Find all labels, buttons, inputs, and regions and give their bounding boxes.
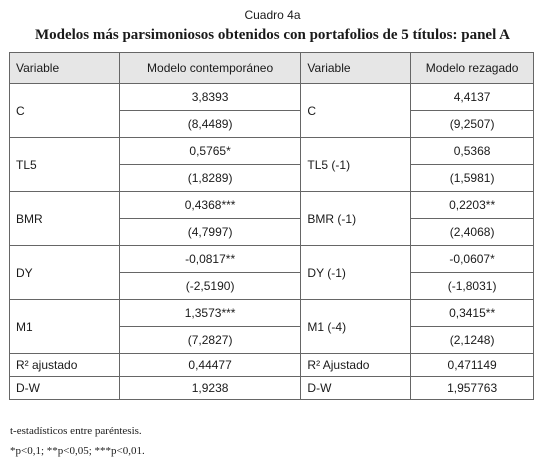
variable-cell: M1 — [10, 300, 120, 354]
table-title: Modelos más parsimoniosos obtenidos con portafolios de 5 títulos: panel A — [34, 27, 511, 43]
variable-cell: BMR (-1) — [301, 192, 411, 246]
table-row — [10, 192, 534, 219]
footnote-t-statistics: t-estadísticos entre paréntesis. — [10, 425, 142, 437]
t-statistic-cell: (2,1248) — [411, 327, 534, 354]
header-variable-2: Variable — [301, 53, 411, 84]
variable-cell: M1 (-4) — [301, 300, 411, 354]
table-row — [10, 246, 534, 273]
coefficient-cell: 0,5368 — [411, 138, 534, 165]
summary-value: 1,957763 — [411, 377, 534, 400]
coefficient-cell: 1,3573*** — [119, 300, 301, 327]
t-statistic-cell: (-1,8031) — [411, 273, 534, 300]
coefficient-cell: 0,5765* — [119, 138, 301, 165]
summary-value: 0,471149 — [411, 354, 534, 377]
t-statistic-cell: (-2,5190) — [119, 273, 301, 300]
variable-cell: C — [10, 84, 120, 138]
summary-label: R² ajustado — [10, 354, 120, 377]
summary-value: 1,9238 — [119, 377, 301, 400]
header-variable-1: Variable — [10, 53, 120, 84]
summary-label: D-W — [301, 377, 411, 400]
summary-label: D-W — [10, 377, 120, 400]
coefficient-cell: 0,4368*** — [119, 192, 301, 219]
coefficient-cell: 4,4137 — [411, 84, 534, 111]
coefficient-cell: 0,2203** — [411, 192, 534, 219]
t-statistic-cell: (1,5981) — [411, 165, 534, 192]
coefficient-cell: 0,3415** — [411, 300, 534, 327]
results-table — [9, 52, 534, 400]
summary-label: R² Ajustado — [301, 354, 411, 377]
coefficient-cell: 3,8393 — [119, 84, 301, 111]
summary-row-adjusted-r2 — [10, 354, 534, 377]
t-statistic-cell: (8,4489) — [119, 111, 301, 138]
t-statistic-cell: (4,7997) — [119, 219, 301, 246]
summary-row-durbin-watson — [10, 377, 534, 400]
table-row — [10, 138, 534, 165]
variable-cell: C — [301, 84, 411, 138]
t-statistic-cell: (2,4068) — [411, 219, 534, 246]
variable-cell: TL5 (-1) — [301, 138, 411, 192]
t-statistic-cell: (9,2507) — [411, 111, 534, 138]
variable-cell: DY — [10, 246, 120, 300]
variable-cell: DY (-1) — [301, 246, 411, 300]
t-statistic-cell: (1,8289) — [119, 165, 301, 192]
summary-value: 0,44477 — [119, 354, 301, 377]
table-row — [10, 84, 534, 111]
coefficient-cell: -0,0817** — [119, 246, 301, 273]
t-statistic-cell: (7,2827) — [119, 327, 301, 354]
header-row — [10, 53, 534, 84]
variable-cell: TL5 — [10, 138, 120, 192]
footnote-significance: *p<0,1; **p<0,05; ***p<0,01. — [10, 445, 145, 457]
coefficient-cell: -0,0607* — [411, 246, 534, 273]
header-lagged-model: Modelo rezagado — [411, 53, 534, 84]
header-contemporaneous-model: Modelo contemporáneo — [119, 53, 301, 84]
variable-cell: BMR — [10, 192, 120, 246]
table-caption: Cuadro 4a — [244, 8, 301, 22]
table-row — [10, 300, 534, 327]
